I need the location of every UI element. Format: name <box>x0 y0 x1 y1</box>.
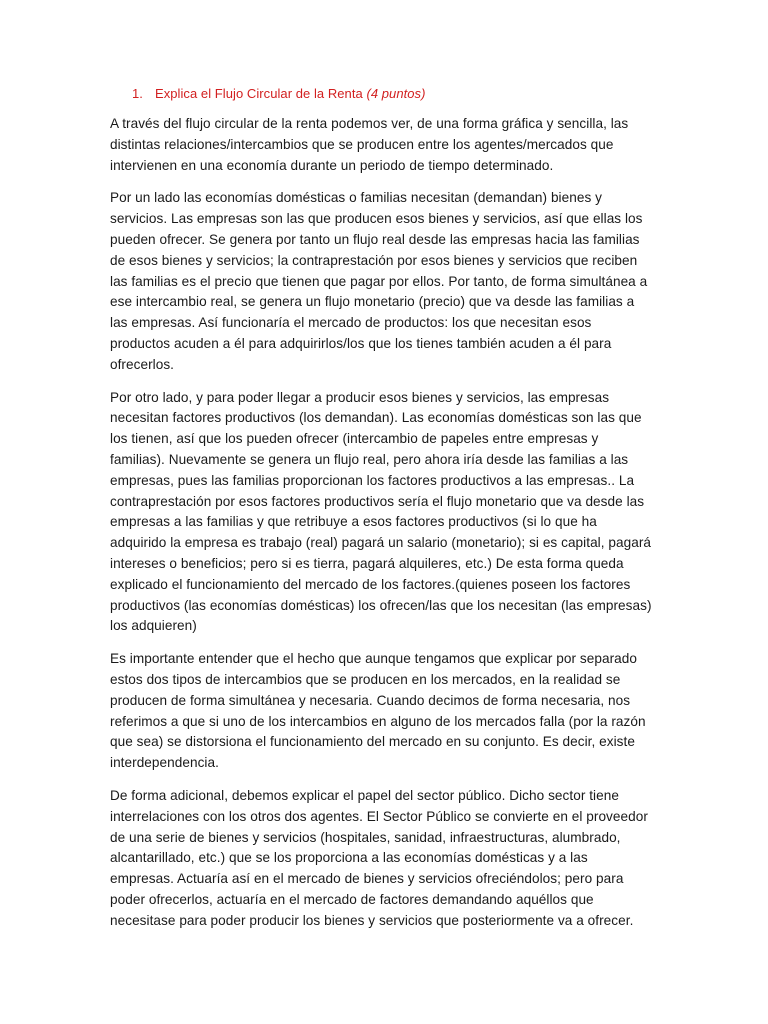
paragraph-public-sector: De forma adicional, debemos explicar el papel del sector público. Dicho sector tiene interrelaciones con los otros dos agentes. El Sector Público se convierte en el proveedor de una serie de bienes y servicios (hospitales, sanidad, infraestructuras, alumbrado, alcantarillado, etc.) que se los proporciona a las economías domésticas y a las empresas. Actuaría así en el mercado de bienes y servicios ofreciéndolos; pero para poder ofrecerlos, actuaría en el mercado de factores demandando aquéllos que necesitase para poder producir los bienes y servicios que posteriormente va a ofrecer. <box>110 787 648 928</box>
paragraph-interdependence: Es importante entender que el hecho que aunque tengamos que explicar por separado estos dos tipos de intercambios que se producen en los mercados, en la realidad se producen de forma simultánea y necesaria. Cuando decimos de forma necesaria, nos referimos a que si uno de los intercambios en alguno de los mercados falla (por la razón que sea) se distorsiona el funcionamiento del mercado en su conjunto. Es decir, existe interdependencia. <box>110 651 646 771</box>
question-title: Explica el Flujo Circular de la Renta <box>155 86 363 101</box>
question-number: 1. <box>132 86 143 101</box>
paragraph-factor-market: Por otro lado, y para poder llegar a producir esos bienes y servicios, las empresas necesitan factores productivos (los demandan). Las economías domésticas son las que los tienen, así que los pueden ofrecer (intercambio de papeles entre empresas y familias). Nuevamente se genera un flujo real, pero ahora iría desde las familias a las empresas, pues las familias proporcionan los factores productivos a las empresas.. La contraprestación por esos factores productivos sería el flujo monetario que va desde las empresas a las familias y que retribuye a esos factores productivos (si lo que ha adquirido la empresa es trabajo (real) pagará un salario (monetario); si es capital, pagará intereses o beneficios; pero si es tierra, pagará alquileres, etc.) De esta forma queda explicado el funcionamiento del mercado de los factores.(quienes poseen los factores productivos (las economías domésticas) los ofrecen/las que los necesitan (las empresas) los adquieren) <box>110 389 652 634</box>
paragraph-intro: A través del flujo circular de la renta podemos ver, de una forma gráfica y sencilla, las distintas relaciones/intercambios que se producen entre los agentes/mercados que intervienen en una economía durante un periodo de tiempo determinado. <box>110 116 629 173</box>
document-content <box>110 84 655 943</box>
paragraph-product-market: Por un lado las economías domésticas o familias necesitan (demandan) bienes y servicios. Las empresas son las que producen esos bienes y servicios, así que ellas los pueden ofrecer. Se genera por tanto un flujo real desde las empresas hacia las familias de esos bienes y servicios; la contraprestación por esos bienes y servicios que reciben las familias es el precio que tienen que pagar por ellos. Por tanto, de forma simultánea a ese intercambio real, se genera un flujo monetario (precio) que va desde las familias a las empresas. Así funcionaría el mercado de productos: los que necesitan esos productos acuden a él para adquirirlos/los que los tienes también acuden a él para ofrecerlos. <box>110 190 648 372</box>
question-points: (4 puntos) <box>366 86 426 101</box>
question-heading <box>110 84 655 104</box>
